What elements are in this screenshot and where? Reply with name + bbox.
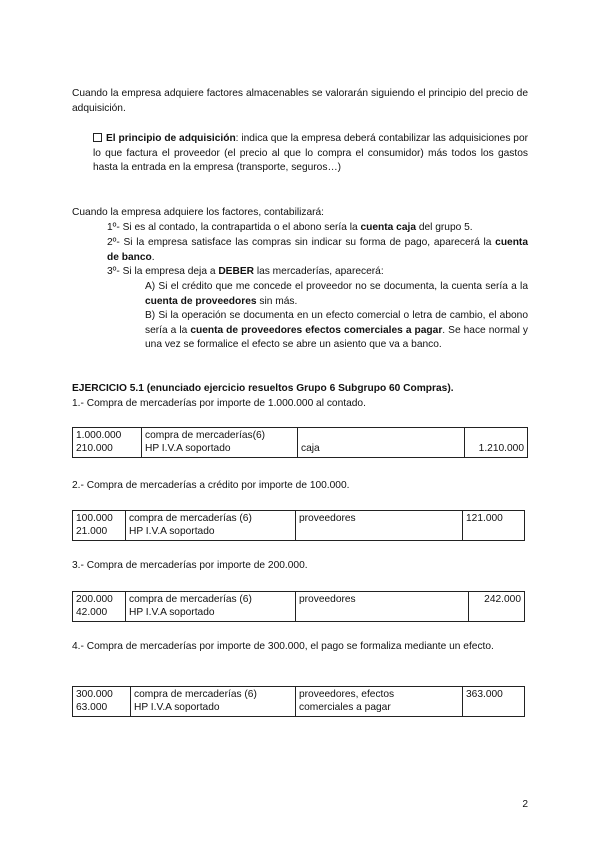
table-row (73, 428, 528, 458)
credit-account-cell (296, 592, 469, 622)
debit-account: HP I.V.A soportado (145, 442, 231, 454)
principle-title: El principio de adquisición (106, 133, 236, 144)
debit-amounts-cell (73, 592, 126, 622)
debit-amount: 21.000 (76, 525, 108, 537)
page-number: 2 (522, 799, 528, 810)
exercise-title: EJERCICIO 5.1 (enunciado ejercicio resueltos Grupo 6 Subgrupo 60 Compras). (72, 383, 454, 394)
entry-4-table (72, 686, 525, 717)
debit-amount: 1.000.000 (76, 430, 122, 441)
debit-account: compra de mercaderías (6) (134, 689, 257, 700)
checkbox-bullet-icon (93, 133, 102, 142)
table-row (73, 687, 525, 717)
credit-account-line: proveedores, efectos (299, 689, 395, 700)
credit-account: caja (301, 442, 320, 454)
credit-amount: 1.210.000 (478, 442, 524, 454)
credit-amount-cell (463, 687, 525, 717)
credit-account-cell (298, 428, 465, 458)
credit-amount-cell (469, 592, 525, 622)
table-row (73, 592, 525, 622)
debit-accounts-cell (126, 511, 296, 541)
credit-amount: 242.000 (484, 594, 521, 605)
principle-paragraph (93, 132, 528, 176)
credit-amount: 363.000 (466, 689, 503, 700)
accounting-item-1: 1º- Si es al contado, la contrapartida o el abono sería la cuenta caja del grupo 5. (107, 222, 473, 233)
debit-account: compra de mercaderías(6) (145, 430, 266, 441)
debit-accounts-cell (131, 687, 296, 717)
accounting-sub-a: A) Si el crédito que me concede el proveedor no se documenta, la cuenta sería a la cuenta de proveedores sin más. (145, 281, 528, 307)
credit-account: proveedores (299, 513, 356, 524)
debit-amounts-cell (73, 511, 126, 541)
debit-accounts-cell (126, 592, 296, 622)
debit-amount: 100.000 (76, 513, 113, 524)
debit-account: HP I.V.A soportado (134, 701, 220, 713)
credit-account: proveedores (299, 594, 356, 605)
accounting-sub-b: B) Si la operación se documenta en un efecto comercial o letra de cambio, el abono sería a la cuenta de proveedores efectos comerciales a pagar. Se hace normal y una vez se formalice el efecto se abre un asiento que va a banco. (145, 310, 528, 351)
intro-paragraph: Cuando la empresa adquiere factores almacenables se valorarán siguiendo el principio del precio de adquisición. (72, 88, 528, 114)
entry-4-statement: 4.- Compra de mercaderías por importe de 300.000, el pago se formaliza mediante un efecto. (72, 641, 494, 652)
credit-amount-cell (465, 428, 528, 458)
debit-amount: 200.000 (76, 594, 113, 605)
accounting-item-2: 2º- Si la empresa satisface las compras sin indicar su forma de pago, aparecerá la cuenta de banco. (107, 237, 528, 263)
debit-account: HP I.V.A soportado (129, 525, 215, 537)
credit-account-cell (296, 511, 463, 541)
entry-3-table (72, 591, 525, 622)
table-row (73, 511, 525, 541)
credit-account-cell (296, 687, 463, 717)
entry-2-table (72, 510, 525, 541)
debit-account: HP I.V.A soportado (129, 606, 215, 618)
entry-1-statement: 1.- Compra de mercaderías por importe de 1.000.000 al contado. (72, 398, 366, 409)
debit-account: compra de mercaderías (6) (129, 513, 252, 524)
debit-accounts-cell (142, 428, 298, 458)
credit-amount-cell (463, 511, 525, 541)
debit-amount: 42.000 (76, 606, 108, 618)
debit-amounts-cell (73, 687, 131, 717)
credit-account-line: comerciales a pagar (299, 701, 391, 713)
accounting-lead: Cuando la empresa adquiere los factores, contabilizará: (72, 207, 325, 218)
debit-amounts-cell (73, 428, 142, 458)
entry-3-statement: 3.- Compra de mercaderías por importe de 200.000. (72, 560, 308, 571)
debit-amount: 300.000 (76, 689, 113, 700)
accounting-item-3: 3º- Si la empresa deja a DEBER las mercaderías, aparecerá: (107, 266, 384, 277)
entry-2-statement: 2.- Compra de mercaderías a crédito por importe de 100.000. (72, 480, 350, 491)
debit-amount: 210.000 (76, 442, 113, 454)
entry-1-table (72, 427, 528, 458)
debit-account: compra de mercaderías (6) (129, 594, 252, 605)
credit-amount: 121.000 (466, 513, 503, 524)
debit-amount: 63.000 (76, 701, 108, 713)
principle-text: : indica que la empresa deberá contabilizar las adquisiciones por lo que factura el proveedor (el precio al que lo compra el consumidor) más todos los gastos hasta la entrada en la empresa (transporte, seguros…) (93, 133, 529, 174)
